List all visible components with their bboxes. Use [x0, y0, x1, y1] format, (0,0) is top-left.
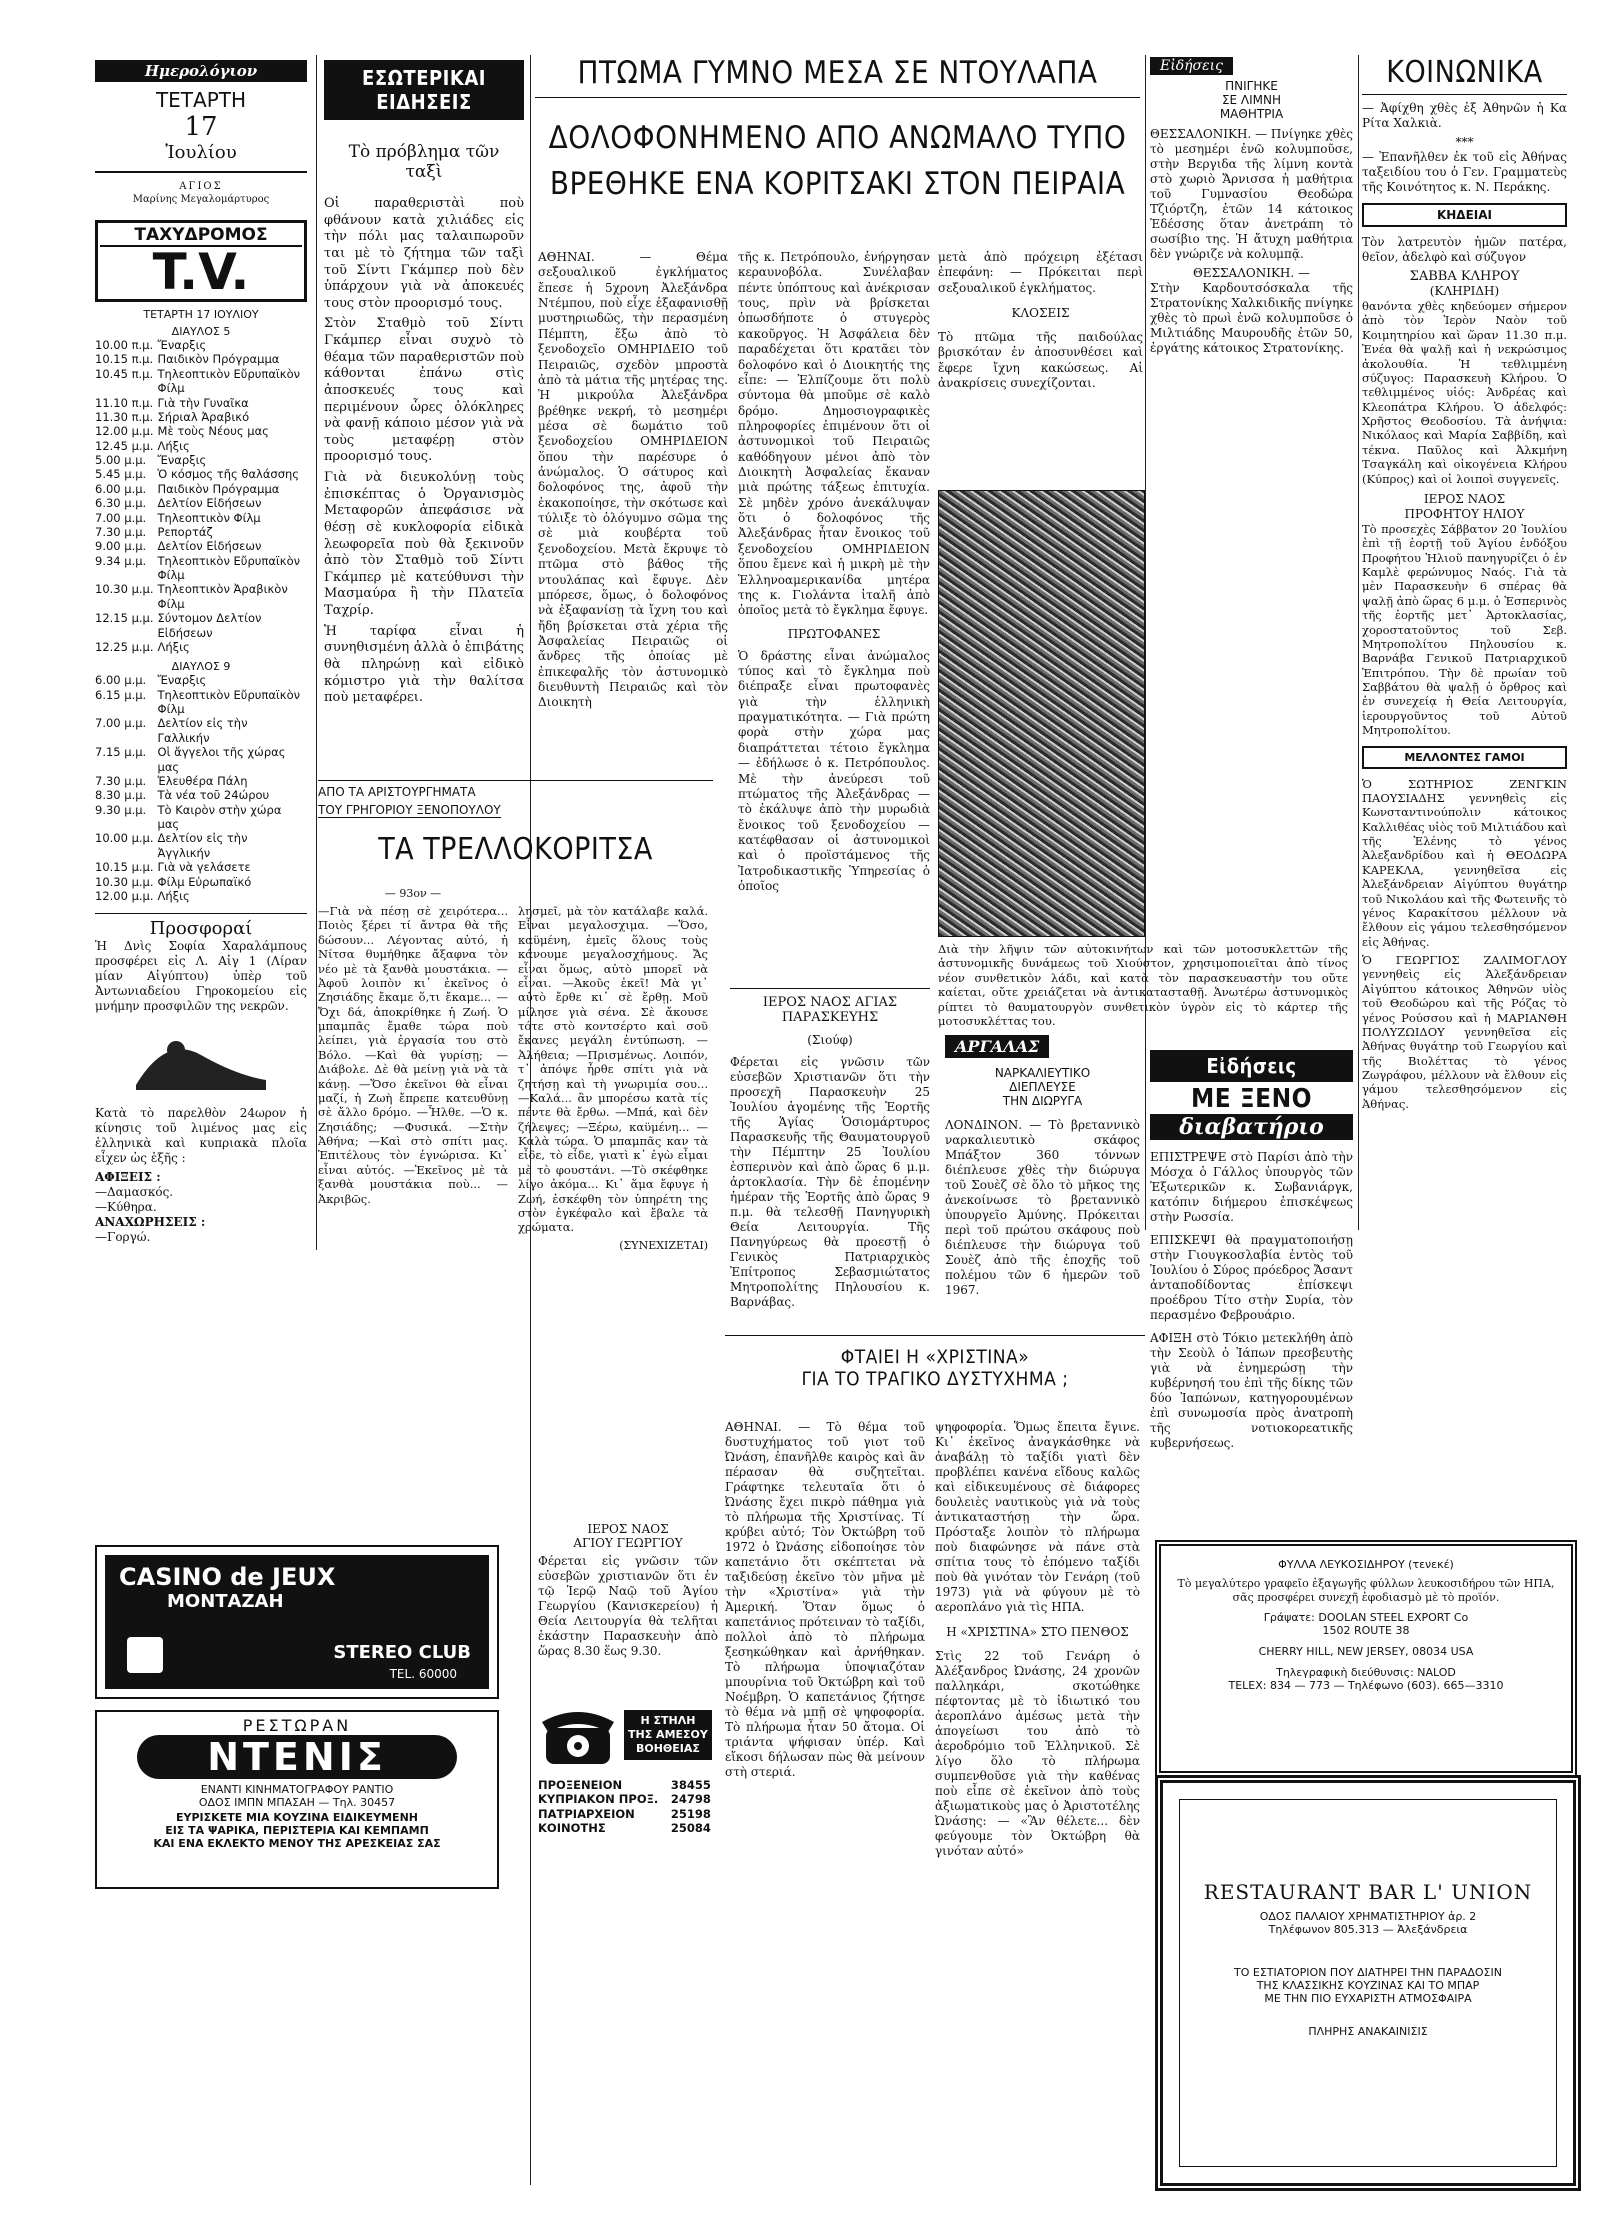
tv-row-title: Παιδικὸν Πρόγραμμα — [157, 481, 280, 496]
tv-row-time: 5.45 μ.μ. — [95, 467, 147, 482]
domestic-header — [324, 60, 524, 120]
harbour-text: Κατὰ τὸ παρελθὸν 24ωρον ἡ κίνησις τοῦ λιμένος μας εἰς ἑλληνικὰ καὶ κυπριακὰ πλοῖα εἶχεν ὡς ἑξῆς : — [95, 1106, 307, 1166]
ilias-title1: ΙΕΡΟΣ ΝΑΟΣ — [1423, 491, 1506, 506]
tv-row-time: 12.25 μ.μ. — [95, 639, 154, 654]
tv-row-time: 12.45 μ.μ. — [95, 438, 154, 453]
funeral-intro: Τὸν λατρευτὸν ἡμῶν πατέρα, θεῖον, ἀδελφὸ καὶ σύζυγον — [1362, 235, 1567, 264]
phone-row-time: ΚΥΠΡΙΑΚΟΝ ΠΡΟΞ. — [538, 1792, 659, 1807]
offers-title: Προσφοραί — [149, 918, 253, 940]
tin-l6: TELEX: 834 — 773 — Τηλέφωνο (603). 665—3310 — [1228, 1678, 1504, 1692]
tv-date: ΤΕΤΑΡΤΗ 17 ΙΟΥΛΙΟΥ — [143, 308, 259, 321]
social-n2: — Ἐπανῆλθεν ἐκ τοῦ εἰς Ἀθήνας ταξειδίου του ὁ Γεν. Γραμματεὺς τῆς Κοινότητος κ. Ν. Περάκης. — [1362, 150, 1567, 194]
tv-row-title: Τὰ νέα τοῦ 24ώρου — [157, 788, 270, 803]
tv-row — [95, 716, 307, 745]
tv-row-time: 8.30 μ.μ. — [95, 788, 147, 803]
tv-row — [95, 410, 307, 424]
main-headline-1: ΠΤΩΜΑ ΓΥΜΝΟ ΜΕΣΑ ΣΕ ΝΤΟΥΛΑΠΑ — [535, 55, 1140, 98]
tv-row — [95, 582, 307, 611]
union-l1: ΟΔΟΣ ΠΑΛΑΙΟΥ ΧΡΗΜΑΤΙΣΤΗΡΙΟΥ ἀρ. 2 — [1259, 1910, 1477, 1923]
tv-row — [95, 338, 307, 352]
funeral-text: θανόντα χθὲς κηδεύομεν σήμερον ἀπὸ τὸν Ἱερὸν Ναὸν τοῦ Κοιμητηρίου καὶ ὥραν 11.30 π.μ. Ἐνέα θὰ ψαλῇ καὶ ἡ νεκρώσιμος ἀκολουθία. Ἡ τεθλιμμένη σύζυγος: Παρασκευὴ Κλήρου. Ὁ τεθλιμμένος υἱός: Ἀνδρέας καὶ Κλεοπάτρα Κλήρου. Ὁ ἀδελφός: Χρῆστος Θεοδοσίου. Τὰ ἀνήψια: Νικόλαος καὶ Μαρία Σαββίδη, καὶ τέκνα. Παῦλος καὶ Ἀλκμήνη Τσαγκάλη καὶ οἰκογένεια Κλήρου (Κύπρος) καὶ οἱ λοιποὶ συγγενεῖς. — [1362, 299, 1567, 486]
serial-title: ΤΑ ΤΡΕΛΛΟΚΟΡΙΤΣΑ — [378, 832, 653, 867]
tv-row-title: Σήριαλ Ἀραβικό — [157, 409, 250, 424]
drowned-h3: ΜΑΘΗΤΡΙΑ — [1219, 107, 1284, 121]
offers-text: Ἡ Δνὶς Σοφία Χαραλάμπους προσφέρει εἰς Λ. Αἰγ 1 (Λίραν μίαν Αἰγύπτου) ὑπὲρ τοῦ Ἀντωνιαδείου Γηροκομείου εἰς μνήμην προσφιλῶν της νεκρῶν. — [95, 939, 307, 1014]
social-stars: *** — [1455, 135, 1474, 149]
tv-row-time: 10.45 π.μ. — [95, 366, 154, 381]
rest-l1: ΕΝΑΝΤΙ ΚΙΝΗΜΑΤΟΓΡΑΦΟΥ ΡΑΝΤΙΟ — [200, 1783, 394, 1796]
tv-schedule-1 — [95, 338, 307, 654]
drowned-h4: ΘΕΣΣΑΛΟΝΙΚΗ. — — [1192, 266, 1311, 280]
phone-row-title: 24798 — [670, 1792, 711, 1807]
phones-badge — [624, 1710, 712, 1761]
tv-row — [95, 439, 307, 453]
tv-row-title: Τηλεοπτικὸν Ἀραβικὸν Φίλμ — [157, 582, 288, 611]
casino-sub: ΜΟΝΤΑΖΑΗ — [167, 1591, 284, 1612]
tv-schedule-2 — [95, 673, 307, 903]
tv-row — [95, 352, 307, 366]
tv-row-time: 7.30 μ.μ. — [95, 524, 147, 539]
arrivals-label: ΑΦΙΞΕΙΣ : — [95, 1170, 161, 1185]
main-subhead-pr: ΠΡΩΤΟΦΑΝΕΣ — [787, 626, 881, 641]
tv-row — [95, 554, 307, 583]
casino-tel: TEL. 60000 — [389, 1667, 457, 1681]
saint-label: ΑΓΙΟΣ — [179, 181, 223, 192]
tv-row-title: Ἔναρξις — [157, 673, 207, 688]
christina-c2: ψηφοφορία. Ὅμως ἔπειτα ἔγινε. Κι᾿ ἐκεῖνος ἀναγκάσθηκε νὰ ἀναβάλῃ τὸ ταξίδι γιατὶ δὲν προβλέπει κανένα εἴδους καλῶς καὶ εἰδικευμένους σὲ διάφορες δουλειὲς ναυτικοὺς γιὰ νὰ τοὺς ἀντικαταστήσῃ τὴν ὥρα. Πρόσταξε λοιπὸν τὸ πλήρωμα ποὺ διαφώνησε νὰ πάνε στὰ σπίτια τους τὸ ἐπόμενο ταξίδι ποὺ θὰ γινόταν τὸν Γενάρη (τοῦ 1973) γιὰ νὰ φύγουν μὲ τὸ αεροπλάνο γιὰ τὶς ΗΠΑ. — [935, 1420, 1140, 1614]
calendar-month: Ἰουλίου — [165, 142, 237, 163]
tv-row — [95, 396, 307, 410]
tv-row — [95, 511, 307, 525]
calendar-day: ΤΕΤΑΡΤΗ — [155, 88, 247, 112]
union-l6: ΠΛΗΡΗΣ ΑΝΑΚΑΙΝΙΣΙΣ — [1308, 2025, 1428, 2038]
serial-col2: λησμεῖ, μὰ τὸν κατάλαβε καλά. Εἶναι μεγαλοσχιμα. —Ὅσο, καϋμένη, ἐμεῖς ὅλους τοὺς κάνουμε μεγαλοσχήμους. Ἄς εἶναι ὅμως, αὐτὸ μπορεῖ νὰ εἶναι. —Ἀκοῦς ἐκεῖ! Μὰ γι᾿ αὐτὸ ἔρθε κι᾿ σὲ ἔρθῃ. Μοῦ μίλησε γιὰ σένα. Σὲ ἄκουσε τότε στὸ κοντσέρτο καὶ σοῦ ἔκανες μεγάλη ἐντύπωση. —Ἀλήθεια; —Πρισμένως. Λοιπόν, τ᾿ ἀπόψε ἦρθε σπίτι γιὰ νὰ ζητήσῃ καὶ τὴ γνωριμία σου... —Καλά... ἂν μπορέσω κατὰ τίς πέντε θὰ ἔρθω. —Μπά, καὶ δὲν ζήλεψες; —Ξέρω, καϋμένη... —Καλὰ τώρα. Ὁ μπαμπᾶς καν τὰ εἶδε, τὸ εἶδε, γιατὶ κ᾿ ἐγὼ εἶμαι μὲ τὸ φουστάνι. —Τὸ σκέφθηκε λίγο ἀκόμα... Κι᾿ ἅμα ἔφυγε ἡ Ζωή, ἐσκέφθη τὸν ὑπηρέτη της στὸν ἐγκέφαλο καὶ ἔβαλε τὰ χρώματα. — [518, 904, 708, 1235]
union-title: RESTAURANT BAR L' UNION — [1203, 1880, 1533, 1904]
george-text: Φέρεται εἰς γνῶσιν τῶν εὐσεβῶν χριστιανῶν ὅτι ἐν τῷ Ἱερῷ Ναῷ τοῦ Ἁγίου Γεωργίου (Κανισκερείου) ἡ Θεία Λειτουργία θὰ τελῆται ἑκάστην Παρασκευὴν ἀπὸ ὥρας 8.30 ἕως 9.30. — [538, 1554, 718, 1658]
rest-l2: ΟΔΟΣ ΙΜΠΝ ΜΠΑΣΑΗ — Τηλ. 30457 — [198, 1796, 396, 1809]
domestic-p2: Στὸν Σταθμὸ τοῦ Σίντι Γκάμπερ εἶναι συχνὸ τὸ θέαμα τῶν παραθεριστῶν ποὺ κάθονται ἐπάνω στὶς ἀποσκευές τους καὶ περιμένουν ὧρες ὁλόκληρες νὰ φανῇ κάποιο μέσον γιὰ νὰ τοὺς μεταφέρῃ στὸν προορισμό τους. — [324, 316, 524, 465]
serial-col1: —Γιὰ νὰ πέσῃ σὲ χειρότερα... Ποιὸς ξέρει τί ἄντρα θὰ τῆς δώσουν... Λέγοντας αὐτό, ἡ Νίτσα θυμήθηκε ἄξαφνα τὸν νέο μὲ τὰ ξανθὰ μουστάκια. —Ἀφοῦ λοιπὸν κι᾿ ἐκεῖνος ὁ Ζησιάδης ἔκαμε ὅ,τι ἔκαμε... —Ὄχι δά, ἀποκρίθηκε ἡ Ζωή. Ὁ μπαμπᾶς ἔμαθε τώρα ποὺ λείπει, γιὰ ἐργασία του στὸ Βόλο. —Καὶ θὰ γυρίσῃ; —Διάβολε. Δὲ θὰ μείνῃ γιὰ νὰ τὰ κάνῃ. —Ὅσο ἐκεῖνοι θὰ εἶναι μαζί, ἡ Ζωὴ ἔπρεπε κατευθύνῃ σὲ ἄλλο δρόμο. —Ἦλθε. —Ὁ κ. Ζησιάδης; —Φυσικά. —Στὴν Ἀθήνα; —Καὶ στὸ σπίτι μας. Ἐπιτέλους τὸν ἐγνώρισα. Κι᾿ εἶναι αὐτός. —Ἐκεῖνος μὲ τὰ ξανθὰ μουστάκια ποὺ... —Ἀκριβῶς. — [318, 904, 508, 1206]
tin-l4: CHERRY HILL, NEW JERSEY, 08034 USA — [1258, 1644, 1474, 1658]
tv-row-time: 9.34 μ.μ. — [95, 553, 147, 568]
phone-row-time: ΚΟΙΝΟΤΗΣ — [538, 1821, 606, 1836]
argo-text: ΛΟΝΔΙΝΟΝ. — Τὸ βρεταννικὸ ναρκαλιευτικὸ σκάφος Μπάξτον 360 τόννων διέπλευσε χθὲς τὴν διώρυγα τοῦ Σουὲζ σὲ ὅλο τὸ μῆκος της ἀνεκοίνωσε τὸ βρεταννικὸ ὑπουργεῖο Ἀμύνης. Πρόκειται περὶ τοῦ πρώτου σκάφους ποὺ διέπλευσε τὴν διώρυγα τοῦ Σουὲζ ἀπὸ τῆς ἐποχῆς τοῦ πολέμου τῶν 6 ἡμερῶν τοῦ 1967. — [945, 1118, 1140, 1297]
funerals-header: ΚΗΔΕΙΑΙ — [1362, 203, 1567, 227]
tv-channel1: ΔΙΑΥΛΟΣ 5 — [171, 325, 231, 338]
tv-row — [95, 889, 307, 903]
tv-row — [95, 525, 307, 539]
serial-kicker2: ΤΟΥ ΓΡΗΓΟΡΙΟΥ ΞΕΝΟΠΟΥΛΟΥ — [318, 803, 501, 817]
phone-row-time: ΠΡΟΞΕΝΕΙΟΝ — [538, 1778, 623, 1792]
tv-row-title: Τηλεοπτικὸν Εὔρυπαϊκὸν Φίλμ — [157, 687, 301, 716]
serial-kicker1: ΑΠΟ ΤΑ ΑΡΙΣΤΟΥΡΓΗΜΑΤΑ — [318, 780, 713, 799]
argo-article — [945, 1035, 1140, 1335]
tv-row-title: Μὲ τοὺς Νέους μας — [157, 424, 269, 439]
tv-row-time: 9.30 μ.μ. — [95, 802, 147, 817]
tv-row-time: 11.10 π.μ. — [95, 395, 154, 410]
christina-h1: ΦΤΑΙΕΙ Η «ΧΡΙΣΤΙΝΑ» — [840, 1346, 1030, 1368]
christina-col2 — [935, 1420, 1140, 2180]
tv-row — [95, 424, 307, 438]
tv-row — [95, 611, 307, 640]
domestic-p1: Οἱ παραθεριστὰὶ ποὺ φθάνουν κατὰ χιλιάδες εἰς τὴν πόλι μας ταλαιπωροῦν ται μὲ τὸ ζήτημα τῶν ταξὶ τοῦ Σίντι Γκάμπερ ποὺ δὲν ὑπάρχουν γιὰ νὰ ἀποκευές τους στὸν προορισμό τους. — [324, 196, 524, 311]
phone-row — [538, 1807, 718, 1821]
tv-row-title: Λήξις — [157, 888, 190, 903]
phone-row-title: 25198 — [670, 1806, 711, 1821]
casino-title: CASINO de JEUX — [119, 1563, 336, 1591]
main-c1: ΑΘΗΝΑΙ. — Θέμα σεξουαλικοῦ ἐγκλήματος ἔπεσε ἡ 5χρονη Ἀλεξάνδρα Ντέμπου, ποὺ εἶχε ἐξαφανισθῇ μυστηριωδῶς, τὴν περασμένη Πέμπτη, ἔξω ἀπὸ τὸ ξενοδοχεῖο ΟΜΗΡΙΔΕΙΟ τοῦ Πειραιῶς, σχεδὸν μπροστὰ ἀπὸ τὰ μάτια τῆς μητέρας της. Ἡ μικρούλα Ἀλεξάνδρα βρέθηκε νεκρή, τὸ μεσημέρι μέσα σὲ δωμάτιο τοῦ ξενοδοχείου ΟΜΗΡΙΔΕΙΟΝ ὅπου τὴν παρέσυρε ὁ ἀνώμαλος. Ὁ σάτυρος καὶ δολοφόνος της, ἀφοῦ τὴν ἐκακοποίησε, τὴν σκότωσε καὶ τύλιξε τὸ ὁλόγυμνο σῶμα της σὲ μιὰ κουβέρτα τοῦ ξενοδοχείου. Μετὰ ἔκρυψε τὸ πτῶμα στὸ βάθος τῆς ντουλάπας καὶ ἔφυγε. Δὲν μπόρεσε, ὅμως, ὁ δολοφόνος νὰ ἐξαφανίσῃ τὰ ἴχνη του καὶ ἤδη βρίσκεται στὰ χέρια τῆς Ἀσφαλείας Πειραιῶς οἱ ἄνδρες τῆς ὁποίας μὲ ἐπικεφαλῆς τὸν ἀστυνομικὸ διευθυντὴ Πειραιῶς καὶ τὸν Διοικητὴ — [538, 250, 728, 710]
tv-channel2: ΔΙΑΥΛΟΣ 9 — [171, 660, 231, 674]
tv-row-time: 10.15 π.μ. — [95, 352, 154, 367]
friday-title1: ΙΕΡΟΣ ΝΑΟΣ ΑΓΙΑΣ — [762, 995, 898, 1010]
tv-logo-top: ΤΑΧΥΔΡΟΜΟΣ — [100, 225, 302, 247]
main-subhead-kl: ΚΛΟΣΕΙΣ — [1011, 306, 1070, 321]
weddings-header: ΜΕΛΛΟΝΤΕΣ ΓΑΜΟΙ — [1362, 746, 1567, 769]
drowned-article — [1150, 55, 1353, 710]
tv-row-title: Δελτίον εἰς τὴν Ἀγγλικήν — [157, 831, 248, 860]
tv-row-time: 7.30 μ.μ. — [95, 773, 147, 788]
calendar-box — [95, 60, 307, 173]
domestic-subhead: Τὸ πρόβλημα τῶν ταξὶ — [348, 142, 500, 182]
social-n1: — Ἀφίχθη χθὲς ἐξ Ἀθηνῶν ἡ Κα Ρίτα Χαλκιὰ. — [1362, 101, 1567, 130]
main-pr-text: Ὁ δράστης εἶναι ἀνώμαλος τύπος καὶ τὸ ἔγκλημα ποὺ διέπραξε εἶναι πρωτοφανὲς γιὰ τὴν ἑλληνικὴ πραγματικότητα. — Γιὰ πρώτη φορὰ στὴν χώρα μας διαπράττεται τέτοιο ἔγκλημα — ἐδήλωσε ὁ κ. Πετρόπουλος. Μὲ τὴν ἀνεύρεσι τοῦ πτώματος τῆς Ἀλεξάνδρας — τὸ ἐκάλυψε ἀπὸ τὴν μυρωδιὰ ἔνοικος τοῦ ξενοδοχείου — κατέφθασαν οἱ ἀστυνομικοὶ καὶ ὁ προϊστάμενος τῆς Ἰατροδικαστικῆς Ὑπηρεσίας ὁ ὁποῖος — [738, 648, 930, 894]
tv-row-title: Δελτίον Εἰδήσεων — [157, 496, 262, 511]
george-title2: ΑΓΙΟΥ ΓΕΩΡΓΙΟΥ — [573, 1536, 683, 1550]
foreign-p2: ΕΠΙΣΚΕΨΙ θὰ πραγματοποιήσῃ στὴν Γιουγκοσλαβία ἐντὸς τοῦ Ἰουλίου ὁ Σύρος πρόεδρος Ἄσαντ ἀνταποδίδοντας ἐπίσκεψι προέδρου Τίτο στὴν Συρία, τὸν περασμένο Φεβρουάριο. — [1150, 1233, 1353, 1322]
george-title1: ΙΕΡΟΣ ΝΑΟΣ — [587, 1522, 669, 1536]
rest-name: ΝΤΕΝΙΣ — [137, 1735, 457, 1779]
serial-part: — 93ον — — [384, 887, 442, 900]
drowned-text: ΘΕΣΣΑΛΟΝΙΚΗ. — Πνίγηκε χθὲς τὸ μεσημέρι ἐνῶ κολυμποῦσε, στὴν Βεργιδα τῆς λίμνη κοντὰ στὸ χωριὸ Ἄρνισσα ἡ μαθήτρια τοῦ Γυμνασίου Θεοδώρα Τζιόρτζη, ἐτῶν 14 κάτοικος Ἐδέσσης ὅταν ἀνετράπη τὸ σωσίβιο της. Ἡ ἄτυχη μαθήτρια δὲν γνώριζε νὰ κολυμπᾷ. — [1150, 127, 1353, 261]
tv-row — [95, 688, 307, 717]
rest-kicker: ΡΕΣΤΩΡΑΝ — [242, 1716, 352, 1735]
departures-label: ΑΝΑΧΩΡΗΣΕΙΣ : — [95, 1215, 206, 1230]
tv-row-time: 6.15 μ.μ. — [95, 687, 147, 702]
dennis-restaurant-ad — [95, 1710, 499, 1889]
tin-l5: Τηλεγραφικὴ διεύθυνσις: NALOD — [1276, 1665, 1456, 1679]
tv-row — [95, 640, 307, 654]
tv-row — [95, 367, 307, 396]
tv-row-time: 10.30 μ.μ. — [95, 874, 154, 889]
domestic-column — [324, 60, 524, 780]
tv-row-title: Τηλεοπτικὸν Εὔρυπαϊκὸν Φίλμ — [157, 553, 301, 582]
tv-row — [95, 539, 307, 553]
union-l5: ΜΕ ΤΗΝ ΠΙΟ ΕΥΧΑΡΙΣΤΗ ΑΤΜΟΣΦΑΙΡΑ — [1264, 1992, 1472, 2005]
rest-l4: ΕΙΣ ΤΑ ΨΑΡΙΚΑ, ΠΕΡΙΣΤΕΡΙΑ ΚΑΙ ΚΕΜΠΑΜΠ — [165, 1824, 429, 1837]
drowned-h1: ΠΝΙΓΗΚΕ — [1225, 79, 1278, 93]
tv-row-title: Τηλεοπτικὸν Φίλμ — [157, 510, 261, 525]
police-motorcycle-photo — [938, 490, 1145, 937]
telephone-icon — [538, 1700, 618, 1770]
main-c2: τῆς κ. Πετρόπουλο, ἐνήργησαν κεραυνοβόλα. Συνέλαβαν πέντε ὑπόπτους καὶ ἀνέκρισαν τους, πρὶν νὰ βρίσκεται ὁπωσδήποτε ὁ στυγερὸς κακοῦργος. Ἡ Ἀσφάλεια δὲν παραδέχεται ὅτι κρατᾶει τὸν δολοφόνο καὶ ὁ Διοικητής της εἶπε: — Ἐλπίζουμε ὅτι πολὺ σύντομα θὰ μποῦμε σὲ καλὸ δρόμο. Δημοσιογραφικὲς πληροφορίες ἐπιμένουν ὅτι οἱ ἀστυνομικοὶ τοῦ Πειραιῶς καθόδηγουν μένοι ἀπὸ τὸν Διοικητὴ Ἀσφαλείας ἔκαναν μιὰ πρώτης τάξεως ἐπιτυχία. Σὲ μηδὲν χρόνο ἀνεκάλυψαν ὅτι ὁ δολοφόνος τῆς Ἀλεξάνδρας ἦταν ἔνοικος τοῦ ξενοδοχείου ΟΜΗΡΙΔΕΙΟΝ ὅπου ἔμενε καὶ ἡ μικρὴ μὲ τὴν Ἑλληνοαμερικανίδα μητέρα της κ. Γιολάντα ἰταλῆ ἀπὸ ὁποῖος μετὰ τὸ ἔγκλημα ἔφυγε. — [738, 250, 930, 618]
tv-row — [95, 803, 307, 832]
tv-row-title: Λήξις — [157, 438, 190, 453]
foreign-news — [1150, 1050, 1353, 1570]
serial-continues: (ΣΥΝΕΧΙΖΕΤΑΙ) — [619, 1238, 708, 1252]
phone-row-time: ΠΑΤΡΙΑΡΧΕΙΟΝ — [538, 1806, 635, 1821]
calendar-column — [95, 60, 307, 1250]
phones-table — [538, 1778, 718, 1836]
rest-l5: ΚΑΙ ΕΝΑ ΕΚΛΕΚΤΟ ΜΕΝΟΥ ΤΗΣ ΑΡΕΣΚΕΙΑΣ ΣΑΣ — [153, 1837, 441, 1850]
tv-row-time: 7.00 μ.μ. — [95, 716, 147, 731]
friday-text: Φέρεται εἰς γνῶσιν τῶν εὐσεβῶν Χριστιανῶν ὅτι τὴν προσεχῆ Παρασκευὴν 25 Ἰουλίου ἀγομένης τῆς Ἑορτῆς τῆς Ἁγίας Ὁσιομάρτυρος Παρασκευῆς τῆς Θαυματουργοῦ τὴν Πέμπτην 25 Ἰουλίου ἑσπερινὸν καὶ ἀπὸ ὥρας 6 μ.μ. ἀρτοκλασία. Τὴν δὲ ἐπομένην ἡμέραν τῆς Ἑορτῆς ἀπὸ ὥρας 9 π.μ. θὰ τελεσθῇ Πανηγυρικὴ Θεία Λειτουργία. Τῆς Πανηγύρεως θὰ προεστῇ ὁ Γενικὸς Πατριαρχικὸς Ἐπίτροπος Σεβασμιώτατος Μητροπολίτης Πηλουσίου κ. Βαρνάβας. — [730, 1055, 930, 1309]
friday-sub: (Σιούφ) — [807, 1033, 853, 1047]
union-restaurant-ad — [1155, 1775, 1581, 2191]
domestic-p4: Ἡ ταρίφα εἶναι ἡ συνηθισμένη ἀλλὰ ὁ ἐπιβάτης θὰ πληρώνῃ καὶ εἰδικὸ κόμιστρο γιὰ τὴν θαλίτσα ποὺ μεταφέρει. — [324, 623, 524, 706]
christina-sub: Η «ΧΡΙΣΤΙΝΑ» ΣΤΟ ΠΕΝΘΟΣ — [946, 1625, 1129, 1639]
tin-l1: Τὸ μεγαλύτερο γραφεῖο ἐξαγωγῆς φύλλων λευκοσιδήρου τῶν ΗΠΑ, σᾶς προσφέρει συνεχῆ ἐφοδιασμὸ μὲ τὸ προϊόν. — [1177, 1577, 1555, 1604]
phone-row-title: 38455 — [670, 1778, 711, 1792]
arrival-item: —Δαμασκός. — [95, 1185, 174, 1200]
tv-row-time: 6.00 μ.μ. — [95, 673, 147, 688]
casino-stereo: STEREO CLUB — [333, 1642, 471, 1663]
tv-row-time: 10.00 π.μ. — [95, 338, 154, 352]
main-c3: μετὰ ἀπὸ πρόχειρη ἐξέτασι ἐπεφάνη: — Πρόκειται περὶ σεξουαλικοῦ ἐγκλήματος. — [938, 250, 1143, 295]
ilias-title2: ΠΡΟΦΗΤΟΥ ΗΛΙΟΥ — [1404, 506, 1525, 521]
friday-notice — [730, 988, 930, 1325]
tv-logo-main: T.V. — [152, 243, 250, 301]
union-l2: Τηλέφωνον 805.313 — Ἀλεξάνδρεια — [1268, 1923, 1468, 1936]
photo-caption — [938, 942, 1348, 1032]
tv-row-title: Γιὰ τὴν Γυναῖκα — [157, 395, 249, 410]
phone-row — [538, 1778, 718, 1792]
badge-line: ΒΟΗΘΕΙΑΣ — [635, 1742, 700, 1756]
christina-c1: ΑΘΗΝΑΙ. — Τὸ θέμα τοῦ δυστυχήματος τοῦ γιοτ τοῦ Ὠνάση, ἐπανῆλθε καιρὸς καὶ ἂν πέρασαν θὰ συζητεῖται. Γράφτηκε τελευταῖα ὅτι ὁ Ὠνάσης ἔχει πικρὸ πάθημα γιὰ τὸ πλήρωμα τῆς Χριστίνας. Τί κρύβει αὐτό; Τὸν Ὀκτώβρη τοῦ 1972 ὁ Ὠνάσης εἰδοποίησε τὸν καπετάνιο ὅτι σκέπτεται νὰ ταξιδεύσῃ ἐκεῖνο τὸν μῆνα μὲ τὴν «Χριστίνα» γιὰ τὴν Ἀμερική. Ὅταν ὅμως ὁ καπετάνιος πρότειναν τὸ ταξίδι, πολλοὶ ἀπὸ τὸ πλήρωμα ξεσηκώθηκαν καὶ ἀρνήθηκαν. Τὸ πλήρωμα ὑποψιαζόταν μπουρίνια τοῦ Ὀκτώβρη καὶ τοῦ Νοέμβρη. Ὁ καπετάνιος ζήτησε τὸ θέμα νὰ μπῇ σὲ ψηφοφορία. Τὸ πλήρωμα ἦταν 50 ἄτομα. Οἱ τριάντα ψήφισαν ὑπέρ. Καὶ εἴκοσι δήλωσαν πὼς θὰ μείνουν στὴ στεριά. — [725, 1420, 925, 1779]
tv-row-time: 5.00 μ.μ. — [95, 453, 147, 467]
domestic-p3: Γιὰ νὰ διευκολύνῃ τοὺς ἐπισκέπτας ὁ Ὀργανισμὸς Μεταφορῶν ἀπεφάσισε νὰ θέσῃ σὲ κυκλοφορία εἰδικὰ λεωφορεῖα ποὺ θὰ ξεκινοῦν ἀπὸ τὸν Σταθμὸ τοῦ Σίντι Γκάμπερ μὲ κατεύθυνσι τὴν Μασμαύρα ἢ τὴν Πλατεῖα Ταχρίρ. — [324, 470, 524, 618]
tv-row-title: Δελτίον Εἰδήσεων — [157, 539, 262, 554]
domestic-title2: ΕΙΔΗΣΕΙΣ — [376, 90, 472, 114]
tin-l3: 1502 ROUTE 38 — [1322, 1623, 1410, 1637]
christina-c2b: Στὶς 22 τοῦ Γενάρη ὁ Ἀλέξανδρος Ὠνάσης, 24 χρονῶν παλληκάρι, σκοτώθηκε πέφτοντας μὲ τὸ ἰδιωτικό του ἀεροπλάνο ἀμέσως μετὰ τὴν ἀπογείωσι του ἀπὸ τὸ ἀεροδρόμιο τοῦ Ἑλληνικοῦ. Σὲ λίγο ὅλο τὸ πλήρωμα συμπενθοῦσε γιὰ τὴν καθένας ποὺ εἶπε σὲ ἐκεῖνον ἀπὸ τοὺς ἀξιωματικοὺς μας ὁ Ἀριστοτέλης Ὠνάσης: — «Ἂν θέλετε... δὲν φεύγουμε τὸν Ὀκτώβρη θὰ γινόταν αὐτό» — [935, 1649, 1140, 1858]
tv-row-title: Ρεπορτάζ — [157, 524, 213, 539]
tv-row-title: Οἱ ἄγγελοι τῆς χώρας μας — [157, 745, 286, 774]
photo-caption-text: Διὰ τὴν λῆψιν τῶν αὐτοκινήτων καὶ τῶν μοτοσυκλεττῶν τῆς ἀστυνομικῆς δυνάμεως τοῦ Χιούστον, χρησιμοποιεῖται ἀπὸ τίνος νέον συνθετικὸν λάδι, καὶ κατὰ τὸν παρασκευαστὴν του οὔτε καίεται, οὔτε χρειάζεται νὰ ἀντικατασταθῇ. Ἀνωτέρω ἀστυνομικὸς ρίπτει τὸ θαυματουργὸν συνθετικὸν ὑγρὸν εἰς τὸ κάρτερ τῆς μοτοσυκλέττας του. — [938, 942, 1348, 1028]
tv-row-time: 10.00 μ.μ. — [95, 831, 154, 846]
main-headline-block — [535, 55, 1140, 255]
wedding-2: Ὁ ΓΕΩΡΓΙΟΣ ΖΑΛΙΜΟΓΛΟΥ γεννηθεὶς εἰς Ἀλεξάνδρειαν Αἰγύπτου κάτοικος Ἀθηνῶν υἱὸς τοῦ Θεοδώρου καὶ τῆς Ρόζας τὸ γένος Ρούσσου καὶ ἡ ΜΑΡΙΑΝΘΗ ΠΟΛΥΖΩΙΔΟΥ γεννηθεῖσα εἰς Ἀθήνας θυγάτηρ τοῦ Γεωργίου καὶ τῆς Βιολέττας τὸ γένος Ζωγράφου, μέλλουν νὰ ἔλθουν εἰς γάμου τελεσθησόμενον εἰς Ἀθήνας. — [1362, 953, 1567, 1111]
tv-row — [95, 745, 307, 774]
tv-row-time: 6.30 μ.μ. — [95, 496, 147, 511]
tv-row — [95, 875, 307, 889]
tv-row-time: 10.30 μ.μ. — [95, 582, 154, 597]
casino-ad — [95, 1545, 499, 1699]
foreign-l3-box: διαβατήριο — [1150, 1114, 1353, 1140]
tv-row-title: Τηλεοπτικὸν Εὔρυπαϊκὸν Φίλμ — [157, 366, 301, 396]
departure-item: —Γοργώ. — [95, 1230, 151, 1245]
tv-row-time: 6.00 μ.μ. — [95, 481, 147, 496]
wedding-1: Ὁ ΣΩΤΗΡΙΟΣ ΖΕΝΓΚΙΝ ΠΑΟΥΣΙΑΔΗΣ γεννηθεὶς εἰς Κωνσταντινούπολιν κάτοικος Καλλιθέας υἱὸς τοῦ Μιλτιάδου καὶ τῆς Ἑλένης τὸ γένος Ἀλεξανδρίδου καὶ ἡ ΘΕΟΔΩΡΑ ΚΑΡΕΚΛΑ, γεννηθεῖσα εἰς Ἀλεξάνδρειαν Αἰγύπτου θυγάτηρ τοῦ Νικολάου καὶ τῆς Φωτεινῆς τὸ γένος Καρακίτσου μέλλουν νὰ ἔλθουν εἰς γάμου τελεσθησόμενον εἰς Ἀθήνας. — [1362, 776, 1567, 949]
friday-title2: ΠΑΡΑΣΚΕΥΗΣ — [781, 1010, 879, 1025]
tv-row-time: 10.15 μ.μ. — [95, 860, 154, 875]
phone-row — [538, 1792, 718, 1806]
ilias-text: Τὸ προσεχὲς Σάββατον 20 Ἰουλίου ἐπὶ τῇ ἑορτῇ τοῦ Ἁγίου ἐνδόξου Προφήτου Ἠλιοῦ πανηγυρίζει ὁ ἐν Καμλὲ φερώνυμος Ναός. Γιὰ τὰ μὲν Παρασκευὴν 6 σπέρας θὰ ψαλῇ ἀπὸ ὥρας 6 μ.μ. ὁ Ἑσπερινὸς τῆς ἑορτῆς μετ᾿ Ἀρτοκλασίας, χοροστατοῦντος τοῦ Σεβ. Μητροπολίτου Πηλουσίου κ. Βαρνάβα Γενικοῦ Πατριαρχικοῦ Ἐπιτρόπου. Τὴν δὲ πρωίαν τοῦ Σαββάτου θὰ ψαλῇ ὁ ὄρθρος καὶ ἐν συνεχείᾳ ἡ Θεία Λειτουργία, ἱερουργοῦντος τοῦ Αὐτοῦ Μητροπολίτου. — [1362, 521, 1567, 738]
phone-row-title: 25084 — [670, 1821, 711, 1836]
tv-row-time: 12.00 μ.μ. — [95, 424, 154, 439]
tv-row-title: Σύντομον Δελτίον Εἰδήσεων — [157, 611, 262, 640]
tv-row-title: Λήξις — [157, 639, 190, 654]
tv-row-title: Παιδικὸν Πρόγραμμα — [157, 352, 280, 367]
tv-row — [95, 453, 307, 467]
tv-row-time: 12.15 μ.μ. — [95, 611, 154, 626]
drowned-text2: Στὴν Καρδουτσόσκαλα τῆς Στρατονίκης Χαλκιδικῆς πνίγηκε χθὲς τὸ πρωὶ ἐνῶ κολυμποῦσε ὁ Μιλτιάδης Μαυρουδῆς ἐτῶν 50, ἐργάτης κάτοικος Στρατονίκης. — [1150, 281, 1353, 355]
tv-row-title: Ἔναρξις — [157, 338, 207, 352]
christina-headline — [725, 1335, 1145, 1426]
calendar-masthead: Ημερολόγιον — [95, 60, 307, 82]
foreign-p3: ΑΦΙΞΗ στὸ Τόκιο μετεκλήθη ἀπὸ τὴν Σεοὺλ ὁ Ἰάπων πρεσβευτὴς γιὰ νὰ ἐνημερώσῃ τὴν κυβέρνησή του ἐπὶ τῆς δίκης τῶν δύο Ἰαπώνων, κατηγορουμένων ἐπὶ συνωμοσία πρὸς ἀνατροπὴ τῆς νοτιοκορεατικῆς κυβερνήσεως. — [1150, 1331, 1353, 1450]
drowned-badge: Εἰδήσεις — [1150, 57, 1233, 75]
funeral-name: ΣΑΒΒΑ ΚΛΗΡΟΥ — [1409, 269, 1520, 284]
tv-row — [95, 788, 307, 802]
union-l3: ΤΟ ΕΣΤΙΑΤΟΡΙΟΝ ΠΟΥ ΔΙΑΤΗΡΕΙ ΤΗΝ ΠΑΡΑΔΟΣΙΝ — [1234, 1966, 1502, 1979]
union-l4: ΤΗΣ ΚΛΑΣΣΙΚΗΣ ΚΟΥΖΙΝΑΣ ΚΑΙ ΤΟ ΜΠΑΡ — [1256, 1979, 1480, 1992]
foreign-l2: ΜΕ ΞΕΝΟ — [1190, 1084, 1313, 1114]
tv-row-time: 7.15 μ.μ. — [95, 745, 147, 760]
main-headline-2: ΔΟΛΟΦΟΝΗΜΕΝΟ ΑΠΟ ΑΝΩΜΑΛΟ ΤΥΠΟ — [548, 120, 1127, 156]
tv-row — [95, 774, 307, 788]
tv-row — [95, 496, 307, 510]
tv-row — [95, 482, 307, 496]
argo-h3: ΤΗΝ ΔΙΩΡΥΓΑ — [1002, 1094, 1083, 1108]
arrival-item: —Κύθηρα. — [95, 1200, 157, 1215]
funeral-place: (ΚΛΗΡΙΔΗ) — [1429, 284, 1500, 298]
tinplate-ad — [1155, 1540, 1577, 1777]
main-headline-3: ΒΡΕΘΗΚΕ ΕΝΑ ΚΟΡΙΤΣΑΚΙ ΣΤΟΝ ΠΕΙΡΑΙΑ — [549, 166, 1126, 202]
argo-badge: ΑΡΓΑΛΑΣ — [945, 1035, 1049, 1058]
tv-row-title: Ἔναρξις — [157, 453, 207, 467]
foreign-news-badge — [1150, 1050, 1353, 1082]
tv-row — [95, 673, 307, 687]
george-notice — [538, 1522, 718, 1712]
main-article-col1 — [538, 250, 728, 720]
foreign-l1: Εἰδήσεις — [1206, 1054, 1297, 1078]
tv-row — [95, 467, 307, 481]
calendar-date: 17 — [184, 112, 218, 142]
badge-line: ΤΗΣ ΑΜΕΣΟΥ — [628, 1727, 708, 1741]
tv-row-title: Ὁ κόσμος τῆς θαλάσσης — [157, 467, 300, 482]
main-kl-text: Τὸ πτῶμα τῆς παιδούλας βρισκόταν ἐν ἀποσυνθέσει καὶ ἔφερε ἴχνη κακώσεως. Αἱ ἀνακρίσεις συνεχίζονται. — [938, 330, 1143, 391]
tv-row — [95, 831, 307, 860]
tv-row-title: Γιὰ νὰ γελάσετε — [157, 860, 251, 875]
social-column — [1362, 55, 1567, 1235]
argo-h1: ΝΑΡΚΑΛΙΕΥΤΙΚΟ — [994, 1066, 1091, 1080]
tv-row-title: Φίλμ Εὐρωπαϊκό — [157, 874, 252, 889]
tv-row-time: 9.00 μ.μ. — [95, 539, 147, 554]
phones-box — [538, 1700, 718, 1945]
tv-row-title: Δελτίον εἰς τὴν Γαλλικήν — [157, 716, 248, 745]
badge-line: Η ΣΤΗΛΗ — [640, 1713, 696, 1727]
tv-row — [95, 860, 307, 874]
domestic-title1: ΕΣΩΤΕΡΙΚΑΙ — [362, 66, 486, 90]
tin-l2: Γράψατε: DOOLAN STEEL EXPORT Co — [1263, 1610, 1469, 1624]
foreign-p1: ΕΠΙΣΤΡΕΨΕ στὸ Παρίσι ἀπὸ τὴν Μόσχα ὁ Γάλλος ὑπουργὸς τῶν Ἐξωτερικῶν κ. Σωβανιάργκ, κατόπιν διήμερου ἐπισκέψεως στὴν Ρωσσία. — [1150, 1150, 1353, 1224]
tv-row-time: 7.00 μ.μ. — [95, 510, 147, 525]
drowned-h2: ΣΕ ΛΙΜΝΗ — [1221, 93, 1282, 107]
anchor-icon — [95, 1020, 307, 1100]
dice-icon — [127, 1637, 163, 1673]
saint-name: Μαρίνης Μεγαλομάρτυρος — [132, 193, 270, 205]
rest-l3: ΕΥΡΙΣΚΕΤΕ ΜΙΑ ΚΟΥΖΙΝΑ ΕΙΔΙΚΕΥΜΕΝΗ — [176, 1811, 418, 1824]
tin-title: ΦΥΛΛΑ ΛΕΥΚΟΣΙΔΗΡΟΥ (τενεκέ) — [1278, 1558, 1454, 1571]
phone-row — [538, 1821, 718, 1835]
social-title: ΚΟΙΝΩΝΙΚΑ — [1362, 55, 1567, 95]
main-article-col3 — [938, 250, 1143, 490]
serial-section — [318, 780, 713, 1520]
tv-row-time: 12.00 μ.μ. — [95, 888, 154, 903]
argo-h2: ΔΙΕΠΛΕΥΣΕ — [1009, 1080, 1076, 1094]
tv-row-title: Τὸ Καιρὸν στὴν χώρα μας — [157, 802, 282, 831]
tv-row-time: 11.30 π.μ. — [95, 409, 154, 424]
tv-row-title: Ἐλευθέρα Πάλη — [157, 773, 248, 788]
christina-h2: ΓΙΑ ΤΟ ΤΡΑΓΙΚΟ ΔΥΣΤΥΧΗΜΑ ; — [801, 1368, 1069, 1390]
tv-logo — [95, 220, 307, 302]
christina-col1 — [725, 1420, 925, 2180]
